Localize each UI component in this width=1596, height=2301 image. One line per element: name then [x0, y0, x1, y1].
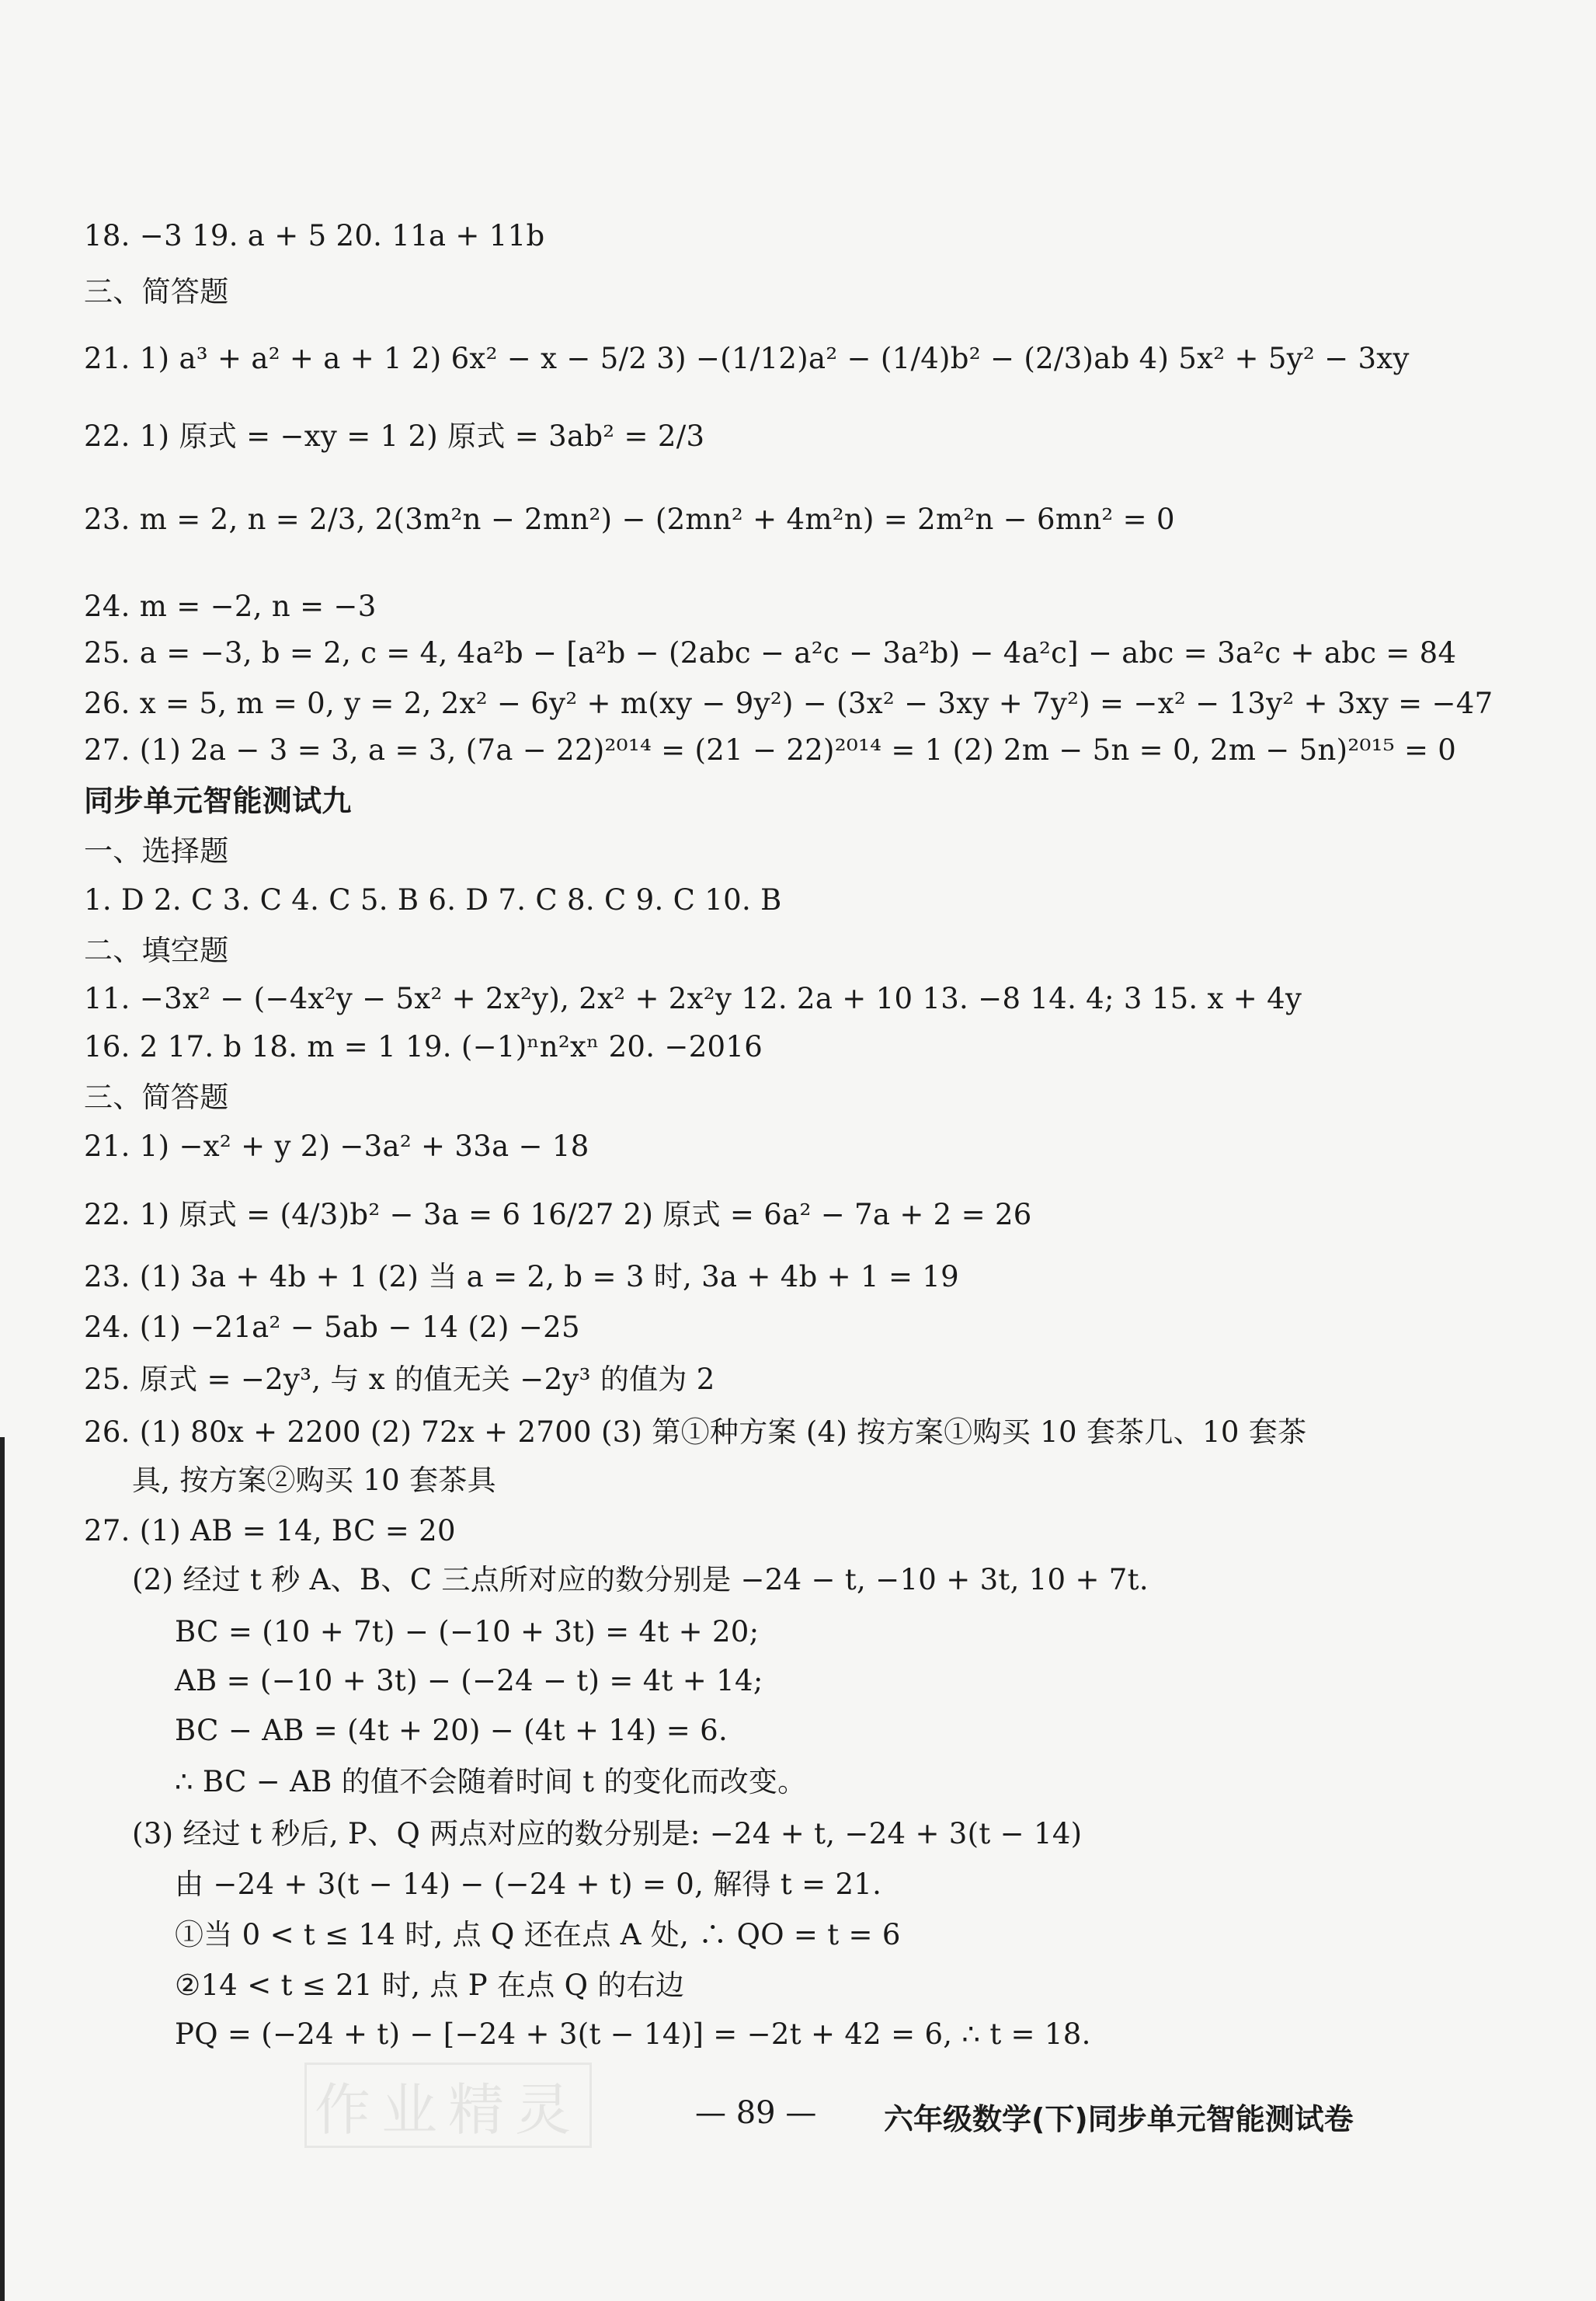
answer-line-l20: 24. (1) −21a² − 5ab − 14 (2) −25	[84, 1311, 580, 1344]
answer-line-l10: 同步单元智能测试九	[84, 784, 352, 818]
answer-line-l17: 21. 1) −x² + y 2) −3a² + 33a − 18	[84, 1130, 589, 1163]
answer-line-l09: 27. (1) 2a − 3 = 3, a = 3, (7a − 22)²⁰¹⁴ = (21 − 22)²⁰¹⁴ = 1 (2) 2m − 5n = 0, 2m − 5n)²⁰¹⁵ = 0	[84, 733, 1457, 767]
answer-line-l19: 23. (1) 3a + 4b + 1 (2) 当 a = 2, b = 3 时, 3a + 4b + 1 = 19	[84, 1260, 959, 1293]
answer-line-l21: 25. 原式 = −2y³, 与 x 的值无关 −2y³ 的值为 2	[84, 1363, 715, 1396]
answer-line-l18: 22. 1) 原式 = (4/3)b² − 3a = 6 16/27 2) 原式 = 6a² − 7a + 2 = 26	[84, 1198, 1032, 1231]
answer-line-l24: 27. (1) AB = 14, BC = 20	[84, 1514, 456, 1547]
answer-line-l04: 22. 1) 原式 = −xy = 1 2) 原式 = 3ab² = 2/3	[84, 419, 705, 453]
answer-line-l32: ①当 0 < t ≤ 14 时, 点 Q 还在点 A 处, ∴ QO = t = 6	[175, 1918, 901, 1951]
answer-line-l13: 二、填空题	[84, 934, 229, 967]
answer-line-l28: BC − AB = (4t + 20) − (4t + 14) = 6.	[175, 1714, 728, 1747]
watermark: 作业精灵	[304, 2063, 592, 2148]
answer-line-l29: ∴ BC − AB 的值不会随着时间 t 的变化而改变。	[175, 1765, 807, 1798]
answer-line-l26: BC = (10 + 7t) − (−10 + 3t) = 4t + 20;	[175, 1615, 760, 1648]
answer-line-l03: 21. 1) a³ + a² + a + 1 2) 6x² − x − 5/2 3) −(1/12)a² − (1/4)b² − (2/3)ab 4) 5x² + 5y² − 3xy	[84, 342, 1410, 375]
answer-line-l08: 26. x = 5, m = 0, y = 2, 2x² − 6y² + m(xy − 9y²) − (3x² − 3xy + 7y²) = −x² − 13y² + 3xy = −47	[84, 687, 1493, 720]
page-number: — 89 —	[695, 2095, 817, 2131]
answer-line-l06: 24. m = −2, n = −3	[84, 590, 377, 623]
answer-line-l30: (3) 经过 t 秒后, P、Q 两点对应的数分别是: −24 + t, −24 + 3(t − 14)	[132, 1817, 1083, 1850]
answer-line-l02: 三、简答题	[84, 275, 229, 308]
answer-line-l22: 26. (1) 80x + 2200 (2) 72x + 2700 (3) 第①种方案 (4) 按方案①购买 10 套茶几、10 套茶	[84, 1415, 1307, 1449]
answer-line-l23: 具, 按方案②购买 10 套茶具	[132, 1464, 496, 1497]
answer-line-l33: ②14 < t ≤ 21 时, 点 P 在点 Q 的右边	[175, 1969, 685, 2002]
answer-line-l12: 1. D 2. C 3. C 4. C 5. B 6. D 7. C 8. C 9. C 10. B	[84, 883, 782, 917]
answer-line-l27: AB = (−10 + 3t) − (−24 − t) = 4t + 14;	[175, 1664, 763, 1697]
answer-line-l34: PQ = (−24 + t) − [−24 + 3(t − 14)] = −2t + 42 = 6, ∴ t = 18.	[175, 2017, 1091, 2051]
answer-line-l25: (2) 经过 t 秒 A、B、C 三点所对应的数分别是 −24 − t, −10 + 3t, 10 + 7t.	[132, 1563, 1149, 1596]
answer-line-l16: 三、简答题	[84, 1081, 229, 1114]
answer-line-l14: 11. −3x² − (−4x²y − 5x² + 2x²y), 2x² + 2x²y 12. 2a + 10 13. −8 14. 4; 3 15. x + 4y	[84, 982, 1302, 1015]
book-title: 六年级数学(下)同步单元智能测试卷	[884, 2102, 1354, 2136]
page-edge-shadow	[0, 1437, 5, 2301]
answer-line-l15: 16. 2 17. b 18. m = 1 19. (−1)ⁿn²xⁿ 20. −2016	[84, 1030, 763, 1063]
answer-line-l05: 23. m = 2, n = 2/3, 2(3m²n − 2mn²) − (2mn² + 4m²n) = 2m²n − 6mn² = 0	[84, 503, 1175, 536]
answer-line-l01: 18. −3 19. a + 5 20. 11a + 11b	[84, 219, 545, 252]
answer-line-l31: 由 −24 + 3(t − 14) − (−24 + t) = 0, 解得 t = 21.	[175, 1868, 882, 1901]
answer-line-l07: 25. a = −3, b = 2, c = 4, 4a²b − [a²b − (2abc − a²c − 3a²b) − 4a²c] − abc = 3a²c + abc = 84	[84, 636, 1457, 670]
answer-line-l11: 一、选择题	[84, 834, 229, 868]
